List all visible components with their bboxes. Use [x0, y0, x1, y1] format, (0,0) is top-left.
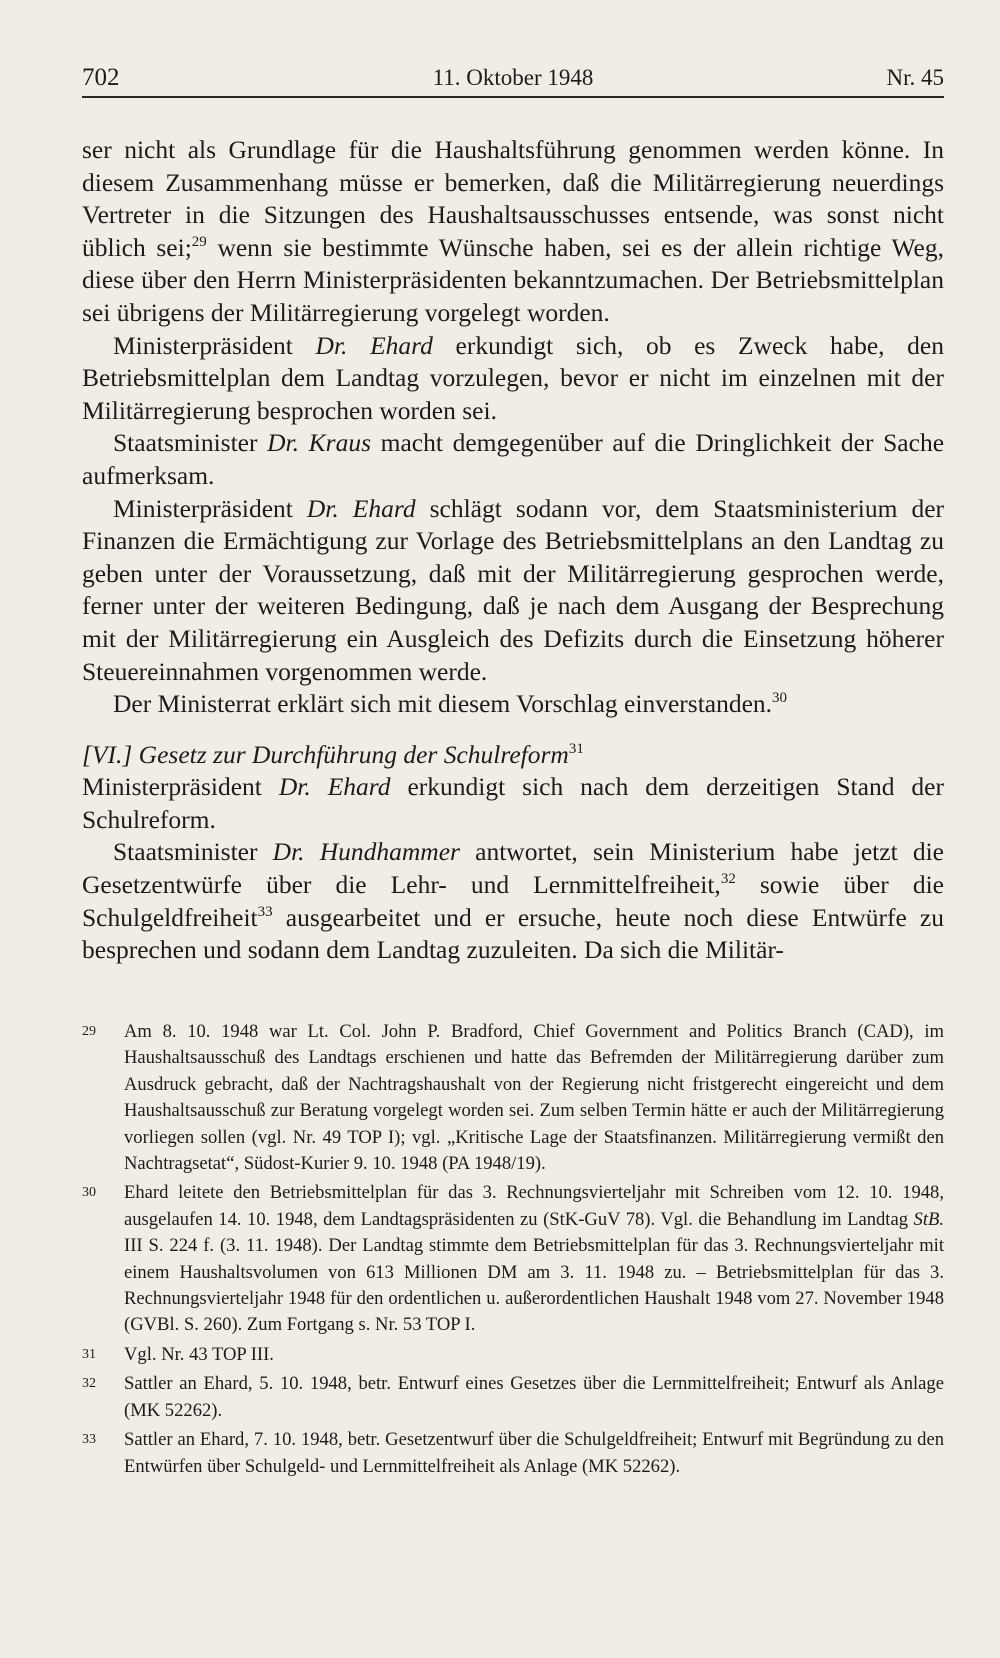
footnote-ref: 33 — [257, 903, 273, 920]
paragraph — [82, 427, 944, 492]
running-header — [82, 62, 944, 98]
paragraph-text: macht demgegenüber auf die Dringlichkeit der Sache aufmerksam. — [82, 428, 945, 490]
footnote-text: Sattler an Ehard, 7. 10. 1948, betr. Gesetzentwurf über die Schulgeldfreiheit; Entwurf mit Begründung zu den Entwürfen über Schulgeld- und Lernmittelfreiheit als Anlage (MK 52262). — [124, 1429, 944, 1477]
speaker-role: Staatsminister — [113, 428, 268, 458]
section-title: Gesetz zur Durchführung der Schulreform — [132, 739, 569, 769]
footnote-number: 32 — [82, 1376, 96, 1392]
paragraph — [82, 493, 944, 689]
speaker-name: Ehard — [310, 772, 391, 802]
paragraph-text: sowie über die Schulgeldfreiheit — [82, 870, 944, 932]
footnote-ref: 31 — [568, 740, 584, 757]
footnote-source: StB. — [913, 1208, 944, 1230]
footnote-ref: 29 — [191, 233, 207, 250]
speaker-role: Ministerpräsident — [113, 493, 307, 523]
paragraph-text: Der Ministerrat erklärt sich mit diesem Vorschlag einverstanden. — [113, 689, 773, 719]
paragraph-text: erkundigt sich, ob es Zweck habe, den Betriebsmittelplan dem Landtag vorzulegen, bevor er nicht im einzelnen mit der Militärregierung besprochen worden sei. — [82, 330, 944, 425]
footnote-ref: 32 — [720, 871, 736, 888]
footnote-number: 31 — [82, 1346, 96, 1362]
footnote — [82, 1342, 944, 1368]
footnote — [82, 1371, 944, 1424]
speaker-role: Ministerpräsident — [82, 772, 279, 802]
section-heading — [82, 739, 944, 772]
paragraph-text: erkundigt sich nach dem derzeitigen Stand der Schulreform. — [82, 772, 944, 834]
footnote-text: Sattler an Ehard, 5. 10. 1948, betr. Entwurf eines Gesetzes über die Lernmittelfreiheit; Entwurf als Anlage (MK 52262). — [124, 1373, 944, 1421]
page-number: 702 — [82, 64, 120, 91]
paragraph — [82, 134, 944, 330]
speaker-name: Hundhammer — [304, 837, 460, 867]
speaker-title: Dr. — [306, 493, 339, 523]
footnote-number: 29 — [82, 1024, 96, 1039]
footnote — [82, 1019, 944, 1177]
paragraph — [82, 836, 944, 966]
speaker-title: Dr. — [315, 330, 348, 360]
footnote-text: III S. 224 f. (3. 11. 1948). Der Landtag stimmte dem Betriebsmittelplan für das 3. Rechnungsvierteljahr mit einem Haushaltsvolumen von 613 Millionen DM am 3. 11. 1948 zu. – Betriebsmittelplan für das 3. Rechnungsvierteljahr 1948 für den ordentlichen u. außerordentlichen Haushalt 1948 vom 27. November 1948 (GVBl. S. 260). Zum Fortgang s. Nr. 53 TOP I. — [124, 1235, 944, 1336]
paragraph-text: schlägt sodann vor, dem Staatsministerium der Finanzen die Ermächtigung zur Vorlage des Betriebsmittelplans an den Landtag zu geben unter der Voraussetzung, daß mit der Militärregierung gesprochen werde, ferner unter der weiteren Bedingung, daß je nach dem Ausgang der Besprechung mit der Militärregierung ein Ausgleich des Defizits durch die Einsetzung höherer Steuereinnahmen vorgenommen werde. — [82, 493, 945, 686]
speaker-title: Dr. — [278, 772, 311, 802]
footnote-text: Vgl. Nr. 43 TOP III. — [124, 1343, 274, 1365]
footnote-ref: 30 — [772, 690, 788, 707]
footnote-text: Ehard leitete den Betriebsmittelplan für das 3. Rechnungsvierteljahr mit Schreiben vom 12. 10. 1948, ausgelaufen 14. 10. 1948, dem Landtagspräsidenten zu (StK-GuV 78). Vgl. die Behandlung im Landtag — [124, 1182, 944, 1230]
footnote — [82, 1427, 944, 1480]
speaker-title: Dr. — [272, 837, 305, 867]
footnote — [82, 1180, 944, 1338]
footnote-number: 30 — [82, 1185, 96, 1201]
main-text — [82, 134, 944, 967]
paragraph-text: antwortet, sein Ministerium habe jetzt die Gesetzentwürfe über die Lehr- und Lernmittelfreiheit, — [82, 837, 944, 900]
paragraph — [82, 771, 944, 836]
speaker-name: Ehard — [347, 330, 433, 360]
paragraph-text: wenn sie bestimmte Wünsche haben, sei es der allein richtige Weg, diese über den Herrn Ministerpräsidenten bekanntzumachen. Der Betriebsmittelplan sei übrigens der Militärregierung vorgelegt worden. — [82, 232, 944, 327]
speaker-role: Staatsminister — [113, 837, 273, 867]
paragraph-text: ser nicht als Grundlage für die Haushaltsführung genommen werden könne. In diesem Zusammenhang müsse er bemerken, daß die Militärregierung neuerdings Vertreter in die Sitzungen des Haushaltsausschusses entsende, was sonst nicht üblich sei; — [82, 135, 944, 262]
paragraph — [82, 330, 944, 428]
speaker-name: Kraus — [299, 428, 372, 458]
section-label: [VI.] — [82, 739, 133, 769]
speaker-role: Ministerpräsident — [113, 330, 316, 360]
speaker-name: Ehard — [338, 493, 416, 523]
footnote-text: Am 8. 10. 1948 war Lt. Col. John P. Bradford, Chief Government and Politics Branch (CAD), im Haushaltsausschuß des Landtags erschienen und hatte das Befremden der Militärregierung darüber zum Ausdruck gebracht, daß der Nachtragshaushalt von der Regierung nicht fristgerecht eingereicht und dem Haushaltsausschuß zur Beratung vorgelegt worden sei. Zum selben Termin hätte er auch der Militärregierung vorliegen sollen (vgl. Nr. 49 TOP I); vgl. „Kritische Lage der Staatsfinanzen. Militärregierung vermißt den Nachtragsetat“, Südost-Kurier 9. 10. 1948 (PA 1948/19). — [124, 1021, 944, 1175]
header-issue-number: Nr. 45 — [886, 65, 944, 90]
header-date: 11. Oktober 1948 — [432, 65, 594, 90]
paragraph-text: ausgearbeitet und er ersuche, heute noch diese Entwürfe zu besprechen und sodann dem Landtag zuzuleiten. Da sich die Militär- — [82, 902, 944, 965]
paragraph — [82, 688, 944, 721]
footnotes — [82, 1019, 944, 1483]
speaker-title: Dr. — [267, 428, 300, 458]
footnote-number: 33 — [82, 1432, 96, 1448]
